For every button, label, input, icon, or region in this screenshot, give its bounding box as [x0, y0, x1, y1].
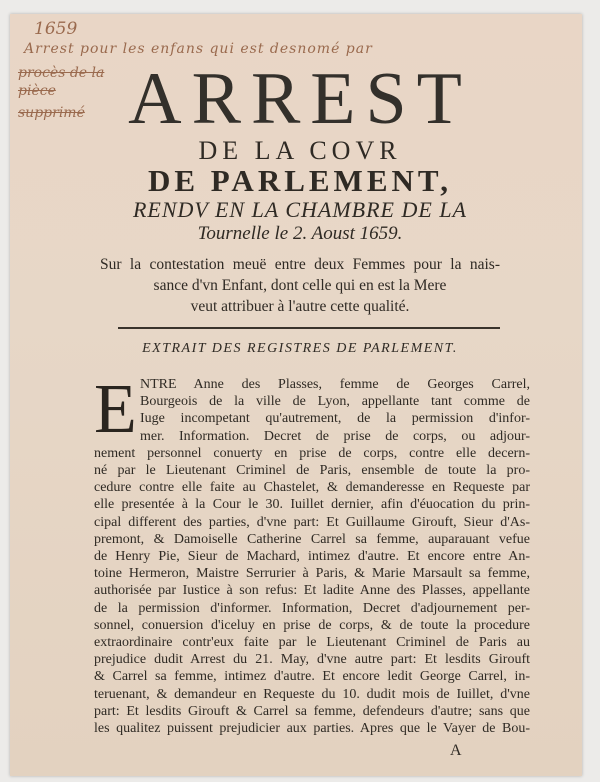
body-line: prejudice dudit Arrest du 21. May, d'vne autre part: Et lesdits Girouft: [94, 652, 530, 668]
title-line-rendu: RENDV EN LA CHAMBRE DE LA: [132, 197, 467, 222]
body-line: cipal different des parties, d'vne part: Et Guillaume Girouft, Sieur d'As-: [94, 514, 530, 530]
body-line: Bourgeois de la ville de Lyon, appellante tant comme de: [140, 394, 530, 410]
body-line: elle presentée à la Cour le 30. Iuillet dernier, afin d'éuocation du prin-: [94, 497, 530, 513]
handwritten-note: supprimé: [18, 105, 85, 121]
body-line: premont, & Damoiselle Catherine Carrel sa femme, auparauant vefue: [94, 531, 530, 547]
document-title: ARREST: [128, 58, 472, 140]
handwritten-note: procès de la pièce: [18, 65, 105, 99]
body-text: [94, 371, 530, 737]
body-line: & Carrel sa femme, intimez d'autre. Et encore ledit George Carrel, in-: [94, 669, 530, 685]
body-line: de la permission d'informer. Information, Decret d'adjournement per-: [94, 600, 530, 616]
body-line: toine Hermeron, Maistre Serrurier à Paris, & Marie Marsault sa femme,: [94, 566, 530, 582]
body-line: de Henry Pie, Sieur de Machard, intimez d'autre. Et encore entre An-: [94, 549, 530, 565]
section-heading: EXTRAIT DES REGISTRES DE PARLEMENT.: [142, 341, 458, 356]
signature-mark: A: [450, 742, 462, 759]
title-line-date: Tournelle le 2. Aoust 1659.: [197, 223, 403, 244]
body-line: né par le Lieutenant Criminel de Paris, ensemble de toute la pro-: [94, 463, 530, 479]
body-line: mer. Information. Decret de prise de corps, ou adjour-: [140, 428, 530, 444]
summary: [100, 254, 500, 317]
body-line: NTRE Anne des Plasses, femme de Georges Carrel,: [140, 377, 530, 392]
body-line: sonnel, conuersion d'iceluy en prise de corps, & de toute la procedure: [94, 617, 530, 633]
body-line: cedure contre elle faite au Chastelet, & demanderesse en Requeste par: [94, 480, 530, 496]
summary-line: sance d'vn Enfant, dont celle qui en est la Mere: [153, 277, 447, 294]
title-line-parlement: DE PARLEMENT,: [147, 163, 453, 198]
handwritten-note: Arrest pour les enfans qui est desnomé par: [24, 41, 373, 57]
summary-line: veut attribuer à l'autre cette qualité.: [190, 298, 410, 315]
body-line: nement personnel conuerty en prise de corps, contre elle decern-: [94, 445, 530, 461]
body-line: extraordinaire contr'eux faite par le Lieutenant Criminel de Paris au: [94, 635, 530, 651]
body-line: authorisée par Iustice à son refus: Et ladite Anne des Plasses, appellante: [94, 583, 530, 599]
title-line-court: DE LA COVR: [198, 136, 402, 165]
divider-rule: [118, 327, 500, 329]
body-line: teruenant, & demandeur en Requeste du 10. dudit mois de Iuillet, d'vne: [94, 686, 530, 702]
summary-line: Sur la contestation meuë entre deux Femmes pour la nais-: [100, 256, 500, 273]
body-line: part: Et lesdits Girouft & Carrel sa femme, defendeurs d'autre; sans que: [94, 703, 530, 719]
body-line: Iuge incompetant qu'autrement, de la permission d'infor-: [140, 411, 530, 427]
handwritten-year: 1659: [34, 19, 78, 39]
drop-cap: E: [94, 371, 137, 448]
body-line: les qualitez puissent prejudicier aux parties. Apres que le Vayer de Bou-: [94, 721, 530, 737]
